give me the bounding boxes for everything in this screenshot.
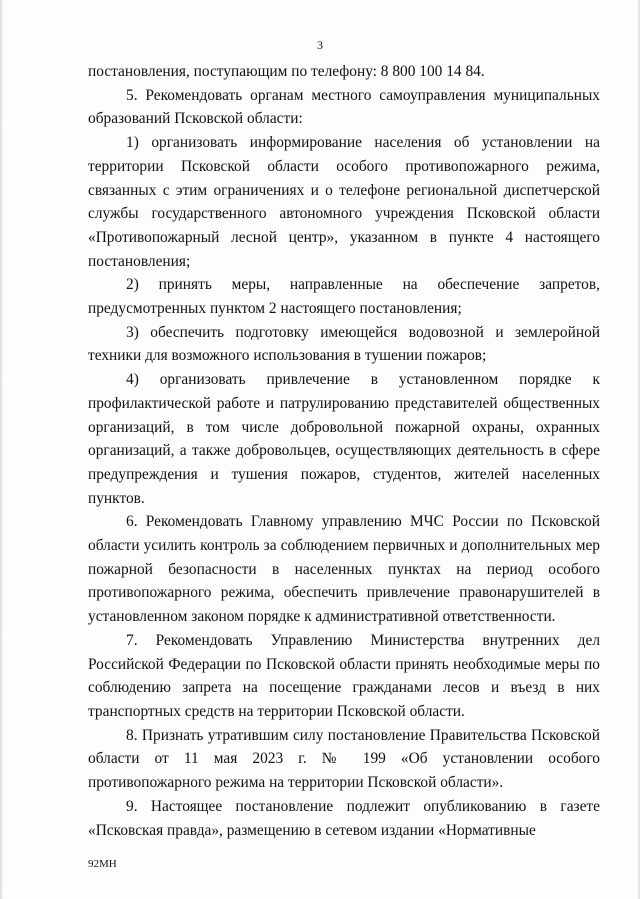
paragraph-item-5: 5. Рекомендовать органам местного самоуправления муниципальных образований Псковской области:: [88, 86, 600, 128]
paragraph-item-9: 9. Настоящее постановление подлежит опубликованию в газете «Псковская правда», размещению в сетевом издании «Нормативные: [88, 797, 600, 839]
paragraph-continuation: постановления, поступающим по телефону: 8 800 100 14 84.: [88, 63, 485, 80]
footer-document-code: 92МН: [88, 858, 117, 870]
paragraph-item-7: 7. Рекомендовать Управлению Министерства внутренних дел Российской Федерации по Псковской области принять необходимые меры по соблюдению запрета на посещение гражданами лесов и въезд в них транспортных средств на территории Псковской области.: [88, 631, 600, 720]
paragraph-subitem-2: 2) принять меры, направленные на обеспечение запретов, предусмотренных пунктом 2 настоящего постановления;: [88, 276, 600, 318]
paragraph-subitem-4: 4) организовать привлечение в установленном порядке к профилактической работе и патрулированию представителей общественных организаций, в том числе добровольной пожарной охраны, охранных организаций, а также добровольцев, осуществляющих деятельность в сфере предупреждения и тушения пожаров, студентов, жителей населенных пунктов.: [88, 371, 600, 507]
paragraph-subitem-1: 1) организовать информирование населения об установлении на территории Псковской области особого противопожарного режима, связанных с этим ограничениях и о телефоне региональной диспетчерской службы государственного автономного учреждения Псковской области «Противопожарный лесной центр», указанном в пункте 4 настоящего постановления;: [88, 134, 600, 270]
scan-edge-left: [0, 0, 3, 899]
page-number: 3: [317, 38, 323, 52]
paragraph-item-6: 6. Рекомендовать Главному управлению МЧС России по Псковской области усилить контроль за соблюдением первичных и дополнительных мер пожарной безопасности в населенных пунктах на период особого противопожарного режима, обеспечить привлечение правонарушителей в установленном законом порядке к административной ответственности.: [88, 513, 600, 626]
paragraph-item-8: 8. Признать утратившим силу постановление Правительства Псковской области от 11 мая 2023 г. № 199 «Об установлении особого противопожарного режима на территории Псковской области».: [88, 726, 600, 792]
paragraph-subitem-3: 3) обеспечить подготовку имеющейся водовозной и землеройной техники для возможного использования в тушении пожаров;: [88, 323, 600, 365]
document-body: [88, 60, 600, 842]
